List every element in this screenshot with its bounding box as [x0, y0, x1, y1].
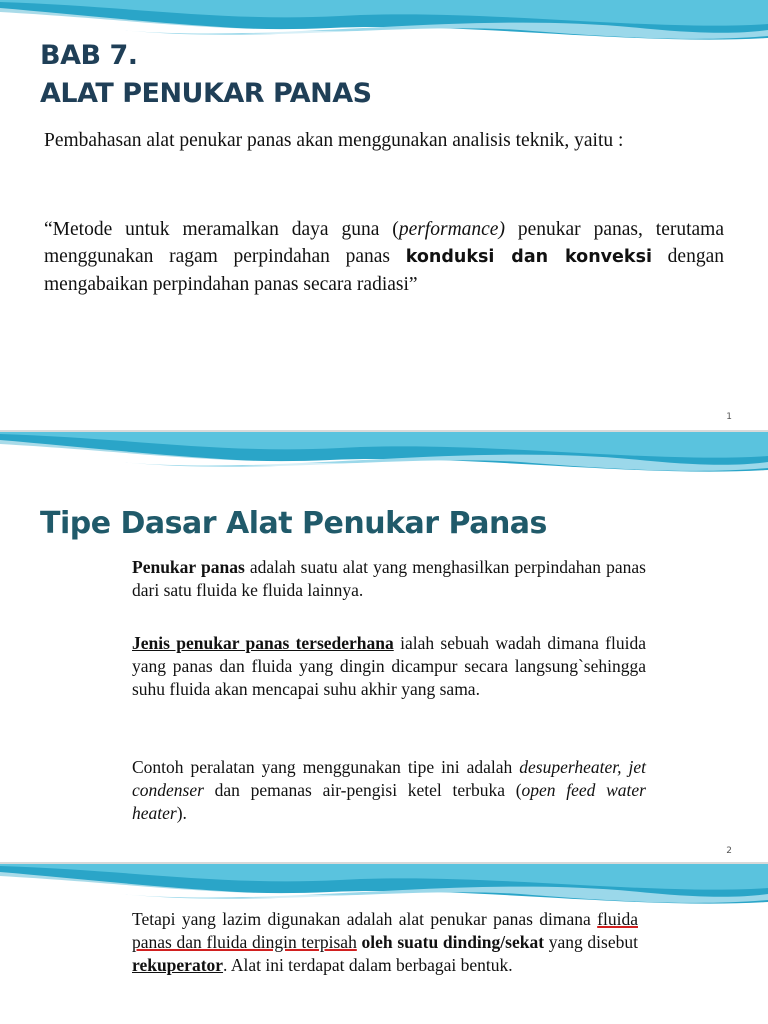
intro-paragraph: Pembahasan alat penukar panas akan menggunakan analisis teknik, yaitu :	[44, 130, 624, 151]
chapter-title: ALAT PENUKAR PANAS	[40, 78, 372, 109]
chapter-number: BAB 7.	[40, 40, 138, 71]
examples-paragraph: Contoh peralatan yang menggunakan tipe ini adalah desuperheater, jet condenser dan pemanas air-pengisi ketel terbuka (open feed water heater).	[132, 757, 646, 823]
page-number: 1	[726, 412, 732, 422]
recuperator-paragraph: Tetapi yang lazim digunakan adalah alat penukar panas dimana fluida panas dan fluida dingin terpisah oleh suatu dinding/sekat yang disebut rekuperator. Alat ini terdapat dalam berbagai bentuk.	[132, 909, 638, 975]
slide-title: Tipe Dasar Alat Penukar Panas	[40, 506, 547, 541]
definition-paragraph: Penukar panas adalah suatu alat yang menghasilkan perpindahan panas dari satu fluida ke fluida lainnya.	[132, 557, 646, 600]
simplest-type-paragraph: Jenis penukar panas tersederhana ialah sebuah wadah dimana fluida yang panas dan fluida yang dingin dicampur secara langsung`sehingga suhu fluida akan mencapai suhu akhir yang sama.	[132, 633, 646, 699]
slide-3	[0, 864, 768, 1024]
wave-header-decoration	[0, 432, 768, 494]
slide-2	[0, 432, 768, 862]
quote-paragraph: “Metode untuk meramalkan daya guna (performance) penukar panas, terutama menggunakan ragam perpindahan panas konduksi dan konveksi dengan mengabaikan perpindahan panas secara radiasi”	[44, 219, 724, 295]
slide-1	[0, 0, 768, 430]
page-number: 2	[726, 846, 732, 856]
